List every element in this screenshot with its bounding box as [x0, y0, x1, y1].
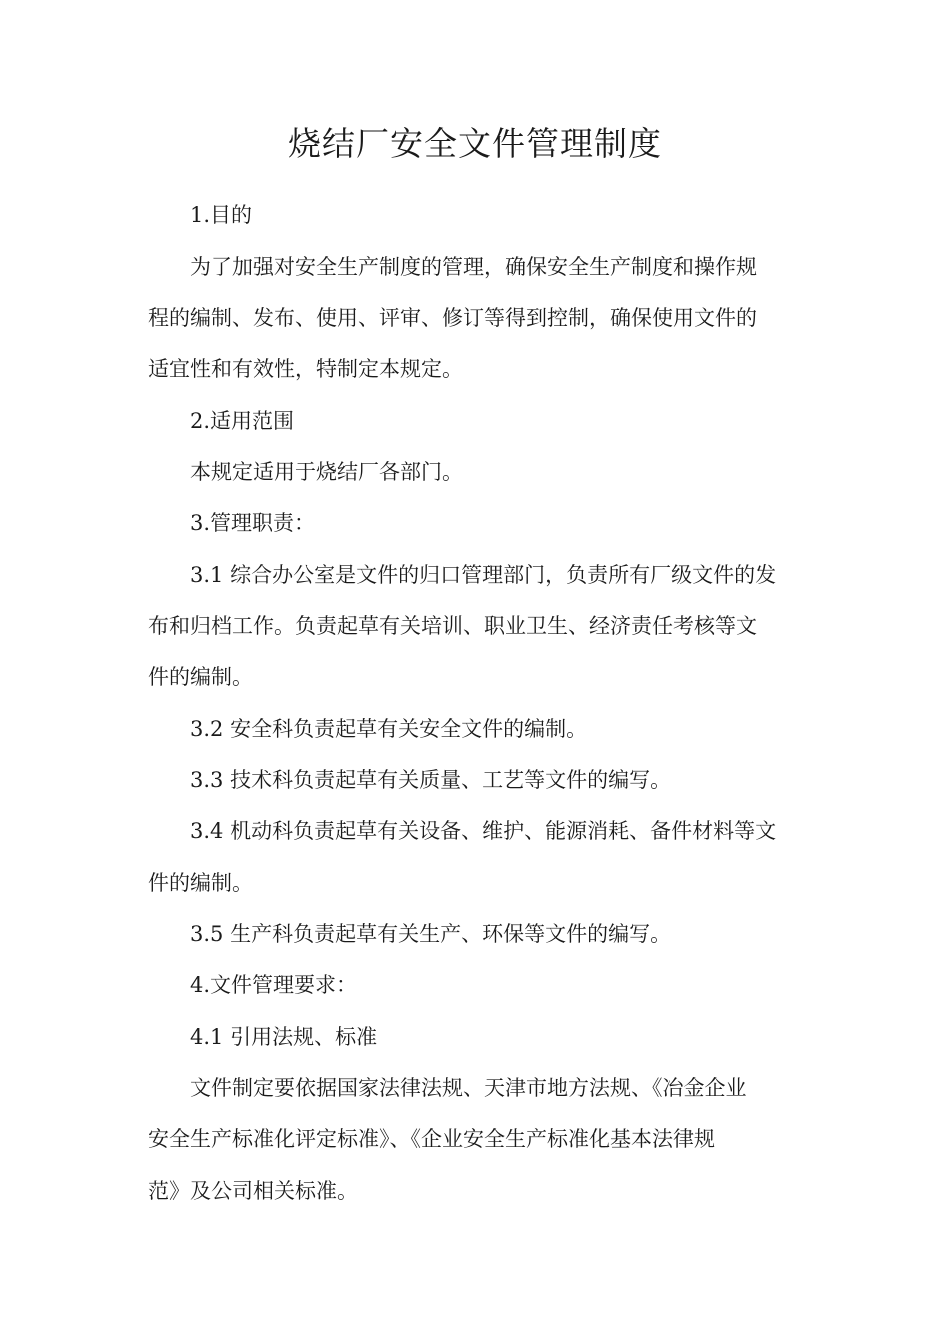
section-heading-purpose: 1.目的 — [190, 203, 253, 227]
paragraph-line: 布和归档工作。负责起草有关培训、职业卫生、经济责任考核等文 — [148, 614, 757, 638]
section-heading-requirements: 4.文件管理要求： — [190, 973, 358, 997]
paragraph-line: 文件制定要依据国家法律法规、天津市地方法规、《冶金企业 — [190, 1076, 747, 1100]
paragraph-line: 3.3 技术科负责起草有关质量、工艺等文件的编写。 — [190, 768, 672, 792]
paragraph-line: 件的编制。 — [148, 871, 253, 895]
section-heading-responsibilities: 3.管理职责： — [190, 511, 316, 535]
subsection-heading: 4.1 引用法规、标准 — [190, 1025, 378, 1049]
paragraph-line: 本规定适用于烧结厂各部门。 — [190, 460, 463, 484]
paragraph-line: 3.4 机动科负责起草有关设备、维护、能源消耗、备件材料等文 — [190, 819, 777, 843]
paragraph-line: 适宜性和有效性，特制定本规定。 — [148, 357, 463, 381]
paragraph-line: 件的编制。 — [148, 665, 253, 689]
paragraph-line: 为了加强对安全生产制度的管理，确保安全生产制度和操作规 — [190, 255, 757, 279]
paragraph-line: 安全生产标准化评定标准》、《企业安全生产标准化基本法律规 — [148, 1127, 715, 1151]
paragraph-line: 程的编制、发布、使用、评审、修订等得到控制，确保使用文件的 — [148, 306, 757, 330]
paragraph-line: 3.5 生产科负责起草有关生产、环保等文件的编写。 — [190, 922, 672, 946]
document-title: 烧结厂安全文件管理制度 — [288, 124, 662, 163]
paragraph-line: 范》及公司相关标准。 — [148, 1179, 358, 1203]
section-heading-scope: 2.适用范围 — [190, 409, 295, 433]
paragraph-line: 3.1 综合办公室是文件的归口管理部门，负责所有厂级文件的发 — [190, 563, 777, 587]
paragraph-line: 3.2 安全科负责起草有关安全文件的编制。 — [190, 717, 588, 741]
